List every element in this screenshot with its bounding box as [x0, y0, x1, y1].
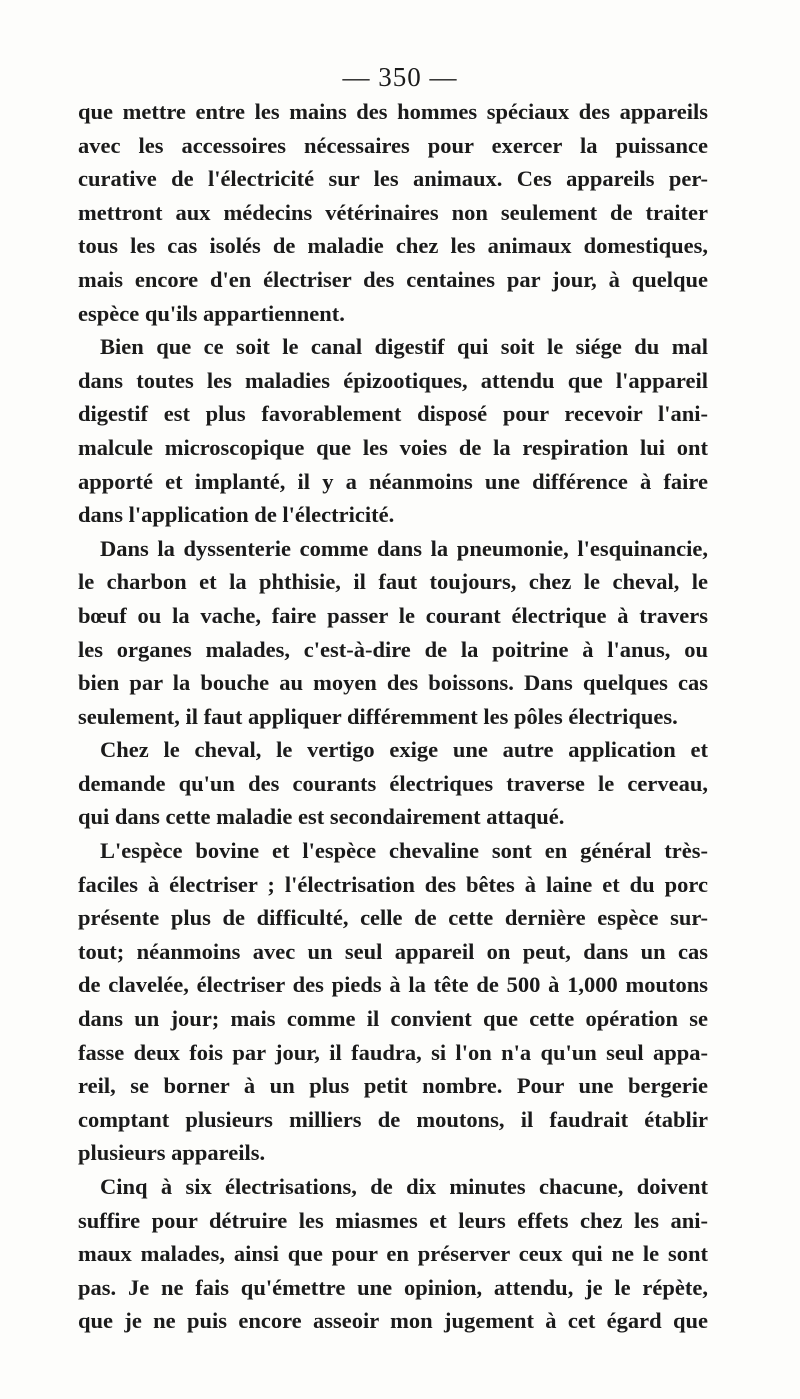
- text-line: avec les accessoires nécessaires pour exercer la puissance: [78, 132, 708, 158]
- text-line: apporté et implanté, il y a néanmoins une différence à faire: [78, 468, 708, 494]
- body-text: [78, 95, 708, 1338]
- text-line: mettront aux médecins vétérinaires non seulement de traiter: [78, 199, 708, 225]
- text-line: faciles à électriser ; l'électrisation des bêtes à laine et du porc: [78, 871, 708, 897]
- text-line: suffire pour détruire les miasmes et leurs effets chez les ani-: [78, 1207, 708, 1233]
- text-line: bien par la bouche au moyen des boissons. Dans quelques cas: [78, 670, 708, 696]
- text-line: tout; néanmoins avec un seul appareil on peut, dans un cas: [78, 938, 708, 964]
- text-line: dans toutes les maladies épizootiques, attendu que l'appareil: [78, 367, 708, 393]
- page-number: — 350 —: [342, 62, 458, 92]
- text-line: Dans la dyssenterie comme dans la pneumonie, l'esquinancie,: [100, 535, 708, 561]
- text-line: que je ne puis encore asseoir mon jugement à cet égard que: [78, 1308, 708, 1334]
- text-line: dans un jour; mais comme il convient que cette opération se: [78, 1006, 708, 1032]
- text-line: qui dans cette maladie est secondairement attaqué.: [78, 804, 565, 830]
- text-line: bœuf ou la vache, faire passer le courant électrique à travers: [78, 602, 708, 628]
- text-line: le charbon et la phthisie, il faut toujours, chez le cheval, le: [78, 569, 708, 595]
- text-line: dans l'application de l'électricité.: [78, 502, 395, 528]
- text-line: maux malades, ainsi que pour en préserver ceux qui ne le sont: [78, 1241, 708, 1267]
- text-line: que mettre entre les mains des hommes spéciaux des appareils: [78, 99, 708, 124]
- text-line: reil, se borner à un plus petit nombre. Pour une bergerie: [78, 1073, 708, 1099]
- text-line: digestif est plus favorablement disposé pour recevoir l'ani-: [78, 401, 708, 427]
- text-line: tous les cas isolés de maladie chez les animaux domestiques,: [78, 233, 708, 259]
- text-line: de clavelée, électriser des pieds à la tête de 500 à 1,000 moutons: [78, 972, 708, 998]
- text-line: Chez le cheval, le vertigo exige une autre application et: [100, 737, 708, 763]
- text-line: les organes malades, c'est-à-dire de la poitrine à l'anus, ou: [78, 636, 708, 662]
- text-line: espèce qu'ils appartiennent.: [78, 300, 345, 326]
- text-line: fasse deux fois par jour, il faudra, si l'on n'a qu'un seul appa-: [78, 1039, 708, 1065]
- text-line: demande qu'un des courants électriques traverse le cerveau,: [78, 770, 708, 796]
- text-line: seulement, il faut appliquer différemment les pôles électriques.: [78, 703, 678, 729]
- text-line: curative de l'électricité sur les animaux. Ces appareils per-: [78, 166, 708, 192]
- text-line: malcule microscopique que les voies de la respiration lui ont: [78, 434, 708, 460]
- text-line: pas. Je ne fais qu'émettre une opinion, attendu, je le répète,: [78, 1274, 708, 1300]
- text-line: présente plus de difficulté, celle de cette dernière espèce sur-: [78, 905, 708, 931]
- text-line: L'espèce bovine et l'espèce chevaline sont en général très-: [100, 838, 708, 864]
- text-line: Cinq à six électrisations, de dix minutes chacune, doivent: [100, 1174, 708, 1199]
- text-line: comptant plusieurs milliers de moutons, il faudrait établir: [78, 1106, 708, 1132]
- text-line: Bien que ce soit le canal digestif qui soit le siége du mal: [100, 334, 708, 360]
- text-line: mais encore d'en électriser des centaines par jour, à quelque: [78, 266, 708, 292]
- text-line: plusieurs appareils.: [78, 1140, 266, 1166]
